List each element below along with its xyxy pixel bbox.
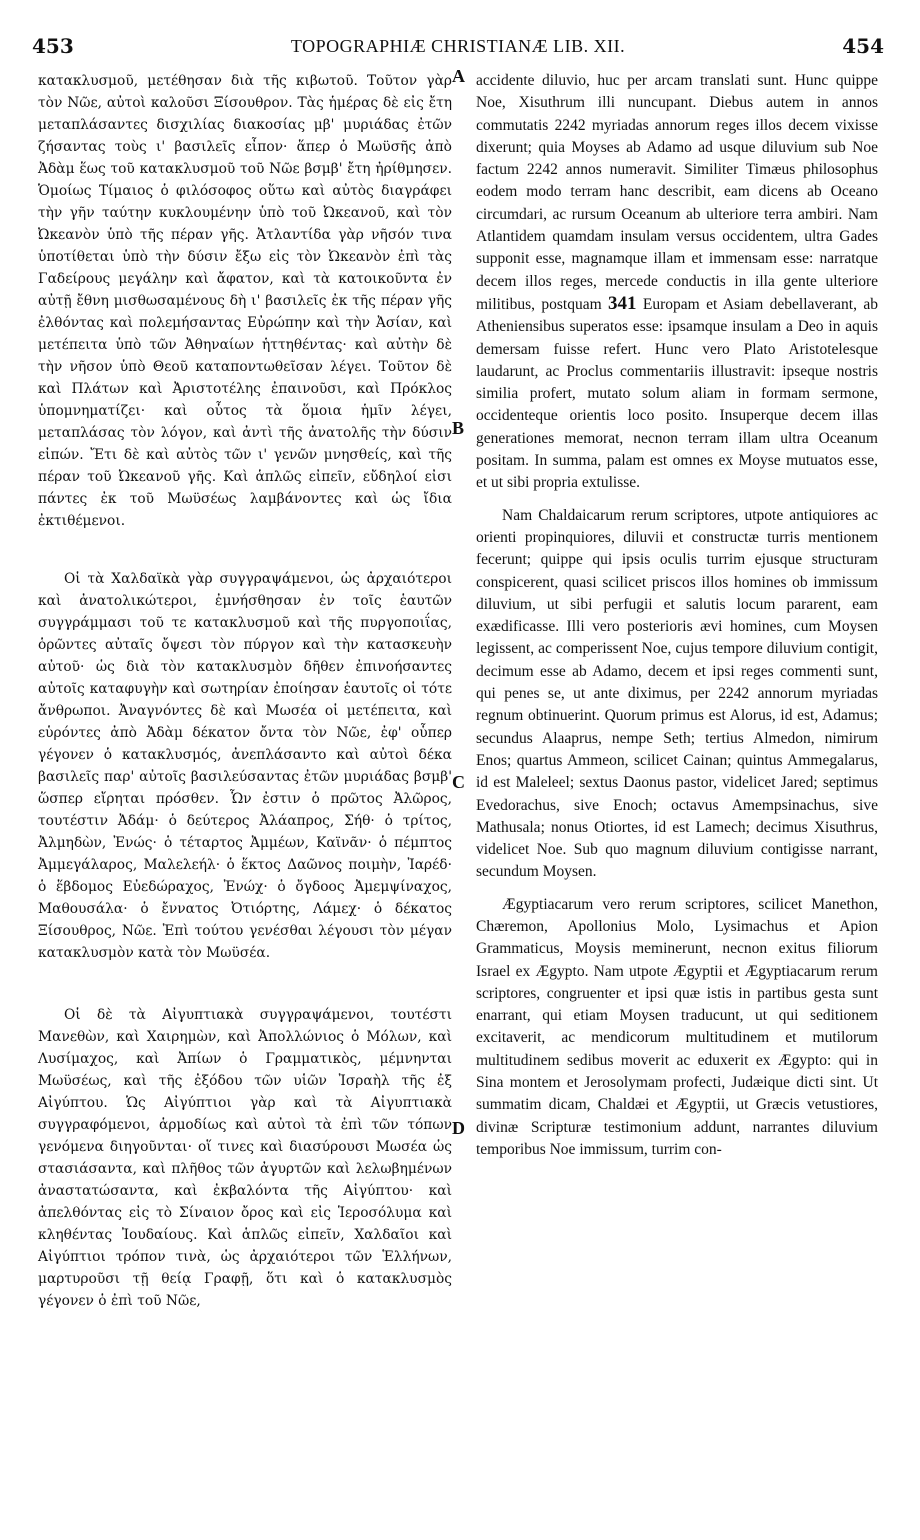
latin-paragraph-1b: Europam et Asiam debellaverant, ab Atheniensibus superatos esse: ipsamque insulam a Deo in aquis demersam fuisse refert. Hunc vero Plato Aristotelesque laudarunt, ac Proclus commentariis illustravit: ipseque nostris similia profert, mutato solum aliam in formam sermone, occidenteque orientis loco posito. Insuperque decem illas generationes memorat, necnon terram illam ultra Oceanum positam. In summa, palam est omnes ex Moyse mutuatos esse, et ut sibi propria extulisse. bbox=[476, 295, 878, 492]
latin-paragraph-2: Nam Chaldaicarum rerum scriptores, utpote antiquiores ac orienti propinquiores, diluvii et constructæ turris mentionem fecerunt; quippe qui ipsis oculis turrim ejusque structuram conspicerent, quasi scilicet priscos illos homines ob immissum diluvium, ut sibi perfugii et salutis locum pararent, eam exædificasse. Illi vero posterioris ævi homines, cum Moysen legissent, ac comperissent Noe, cujus tempore diluvium contigit, decimum esse ab Adamo, decem et ipsi reges commenti sunt, qui penes se, ut ante diximus, per 2242 annorum myriadas regnum obtinuerint. Quorum primus est Alorus, id est, Adamus; secundus Alaaprus, nempe Seth; tertius Almedon, nimirum Enos; quartus Ammeon, scilicet Cainan; quintus Ammegalarus, id est Maleleel; sextus Daonus pastor, videlicet Jared; septimus Evedorachus, sive Enoch; octavus Amempsinachus, sive Mathusala; nonus Otiortes, id est Lamech; decimus Xisuthrus, videlicet Noe. Sub quo magnum diluvium contigisse narrant, secundum Moysen. bbox=[476, 506, 878, 881]
page-header bbox=[32, 34, 884, 64]
column-number: 341 bbox=[608, 292, 637, 314]
section-marker-a: A bbox=[452, 66, 465, 86]
greek-column bbox=[38, 70, 452, 1312]
latin-paragraph-1a: accidente diluvio, huc per arcam translati sunt. Hunc quippe Noe, Xisuthrum illi nuncupant. Diebus autem in annos commutatis 2242 myriadas annorum reges illos decem vixisse dixerunt; quia Moyses ab Adamo ad usque diluvium sub Noe factum 2242 annos numeravit. Similiter Timæus philosophus eodem modo terram hanc describit, eam dicens ab Oceano circumdari, ac rursum Oceanum ab ulteriore terra ambiri. Nam Atlantidem quamdam insulam versus occidentem, ultra Gades supponit esse, magnamque illam et immensam esse: narratque decem illos reges, mercede conductis in illa gente ulteriore militibus, postquam bbox=[476, 72, 878, 313]
section-marker-b: B bbox=[452, 418, 465, 438]
page-number-left: 453 bbox=[32, 34, 74, 58]
greek-paragraph-1: κατακλυσμοῦ, μετέθησαν διὰ τῆς κιβωτοῦ. Τοῦτον γὰρ τὸν Νῶε, αὐτοὶ καλοῦσι Ξίσουθρον. Τὰς ἡμέρας δὲ εἰς ἔτη μεταπλάσαντες δισχιλίας διακοσίας μβ' μυριάδας ἐτῶν ζήσαντας τοὺς ι' βασιλεῖς εἶπον· ἅπερ ὁ Μωϋσῆς ἀπὸ Ἀδὰμ ἕως τοῦ κατακλυσμοῦ τοῦ Νῶε βσμβ' ἔτη ἠρίθμησεν. Ὁμοίως Τίμαιος ὁ φιλόσοφος οὕτω καὶ αὐτὸς διαγράφει τὴν γῆν ταύτην κυκλουμένην ὑπὸ τοῦ Ὠκεανοῦ, καὶ τὸν Ὠκεανὸν ὑπὸ τῆς πέραν γῆς. Ἀτλαντίδα γὰρ νῆσόν τινα ὑποτίθεται ὑπὸ τὴν δύσιν ἔξω εἰς τὸν Ὠκεανὸν ἐπὶ τὰς Γαδείρους μεγάλην καὶ ἄφατον, καὶ τὰ κατοικοῦντα ἐν αὐτῇ ἔθνη μισθωσαμένους δὴ ι' βασιλεῖς ἐκ τῆς πέραν γῆς ἐλθόντας καὶ πολεμήσαντας Εὐρώπην καὶ τὴν Ἀσίαν, καὶ μετέπειτα ὑπὸ τῶν Ἀθηναίων ἡττηθέντας· καὶ αὐτὴν δὲ τὴν νῆσον ὑπὸ Θεοῦ καταποντωθεῖσαν λέγει. Τοῦτον δὲ καὶ Πλάτων καὶ Ἀριστοτέλης ἐπαινοῦσι, καὶ Πρόκλος ὑπομνηματίζει· καὶ οὗτος τὰ ὅμοια ἡμῖν λέγει, μεταπλάσας τὸν λόγον, καὶ ἀντὶ τῆς ἀνατολῆς τὴν δύσιν εἰπών. Ἔτι δὲ καὶ αὐτὸς τῶν ι' γενῶν μνησθείς, καὶ τῆς πέραν τοῦ Ὠκεανοῦ γῆς. Καὶ ἁπλῶς εἰπεῖν, εὔδηλοί εἰσι πάντες ἐκ τοῦ Μωϋσέως λαμβάνοντες καὶ ὡς ἴδια ἐκτιθέμενοι. bbox=[38, 73, 452, 529]
latin-paragraph-3: Ægyptiacarum vero rerum scriptores, scilicet Manethon, Chæremon, Apollonius Molo, Lysimachus et Apion Grammaticus, Moysis meminerunt, necnon exitus filiorum Israel ex Ægypto. Nam utpote Ægyptii et Ægyptiacarum rerum scriptores, congruenter et ipsi quæ istis in partibus gesta sunt enarrant, qui etiam Moysen traducunt, ut qui seditionem excitaverit, ac mendicorum multitudinem et mutilorum multitudinem sedibus moverit ac eduxerit ex Ægypto: qui in Sina montem et Jerosolymam profecti, Judæique dicti sint. Ut summatim dicam, Chaldæi et Ægyptii, ut Græcis vetustiores, divinæ Scripturæ testimonium addunt, narrantes diluvium temporibus Noe immissum, turrim con- bbox=[476, 895, 878, 1158]
running-title: TOPOGRAPHIÆ CHRISTIANÆ LIB. XII. bbox=[290, 36, 626, 56]
latin-column bbox=[476, 70, 878, 1161]
section-marker-c: C bbox=[452, 772, 465, 792]
greek-paragraph-3: Οἱ δὲ τὰ Αἰγυπτιακὰ συγγραψάμενοι, τουτέστι Μανεθὼν, καὶ Χαιρημὼν, καὶ Ἀπολλώνιος ὁ Μόλων, καὶ Λυσίμαχος, καὶ Ἀπίων ὁ Γραμματικὸς, μέμνηνται Μωϋσέως, καὶ τῆς ἐξόδου τῶν υἱῶν Ἰσραὴλ τῆς ἐξ Αἰγύπτου. Ὡς Αἰγύπτιοι γὰρ καὶ τὰ Αἰγυπτιακὰ συγγραφόμενοι, ἁρμοδίως καὶ αὐτοὶ τὰ ἐπὶ τῶν τόπων γενόμενα διηγοῦνται· οἵ τινες καὶ διασύρουσι Μωσέα ὡς στασιάσαντα, καὶ πλῆθος τῶν ἀγυρτῶν καὶ λελωβημένων ἀναστατώσαντα, καὶ ἐκβαλόντα τῆς Αἰγύπτου· καὶ ἀπελθόντας εἰς τὸ Σίναιον ὄρος καὶ εἰς Ἱεροσόλυμα καὶ κληθέντας Ἰουδαίους. Καὶ ἁπλῶς εἰπεῖν, Χαλδαῖοι καὶ Αἰγύπτιοι τρόπον τινὰ, ὡς ἀρχαιότεροι τῶν Ἑλλήνων, μαρτυροῦσι τῇ θείᾳ Γραφῇ, ὅτι καὶ ὁ κατακλυσμὸς γέγονεν ὁ ἐπὶ τοῦ Νῶε, bbox=[38, 1007, 452, 1309]
latin-paragraph-1 bbox=[476, 70, 878, 495]
section-marker-d: D bbox=[452, 1118, 465, 1138]
page-number-right: 454 bbox=[842, 34, 884, 58]
greek-paragraph-2: Οἱ τὰ Χαλδαϊκὰ γὰρ συγγραψάμενοι, ὡς ἀρχαιότεροι καὶ ἀνατολικώτεροι, ἐμνήσθησαν ἐν τοῖς ἑαυτῶν συγγράμμασι τοῦ τε κατακλυσμοῦ καὶ τῆς πυργοποιΐας, ὁρῶντες αὐταῖς ὄψεσι τὸν πύργον καὶ τὴν κατασκευὴν αὐτοῦ· ὡς διὰ τὸν κατακλυσμὸν δῆθεν ἐπινοήσαντες αὐτοῖς καταφυγὴν καὶ σωτηρίαν ἐποίησαν ἑαυτοῖς οἱ τότε ἄνθρωποι. Ἀναγνόντες δὲ καὶ Μωσέα οἱ μετέπειτα, καὶ εὑρόντες ἀπὸ Ἀδὰμ δέκατον ὄντα τὸν Νῶε, ἐφ' οὗπερ γέγονεν ὁ κατακλυσμός, ἀνεπλάσαντο καὶ αὐτοὶ δέκα βασιλεῖς παρ' αὐτοῖς βασιλεύσαντας ἐτῶν μυριάδας βσμβ' ὥσπερ εἴρηται πρόσθεν. Ὧν ἐστιν ὁ πρῶτος Ἀλῶρος, τουτέστιν Ἀδάμ· ὁ δεύτερος Ἀλάαπρος, Σήθ· ὁ τρίτος, Ἀλμηδὼν, Ἐνώς· ὁ τέταρτος Ἀμμέων, Καϊνᾶν· ὁ πέμπτος Ἀμμεγάλαρος, Μαλελεήλ· ὁ ἕκτος Δαῶνος ποιμὴν, Ἰαρέδ· ὁ ἕβδομος Εὐεδώραχος, Ἐνώχ· ὁ ὄγδοος Ἀμεμψίναχος, Μαθουσάλα· ὁ ἔννατος Ὀτιόρτης, Λάμεχ· ὁ δέκατος Ξίσουθρος, Νῶε. Ἐπὶ τούτου γενέσθαι λέγουσι τὸν μέγαν κατακλυσμὸν κατὰ τὸν Μωϋσέα. bbox=[38, 571, 452, 961]
